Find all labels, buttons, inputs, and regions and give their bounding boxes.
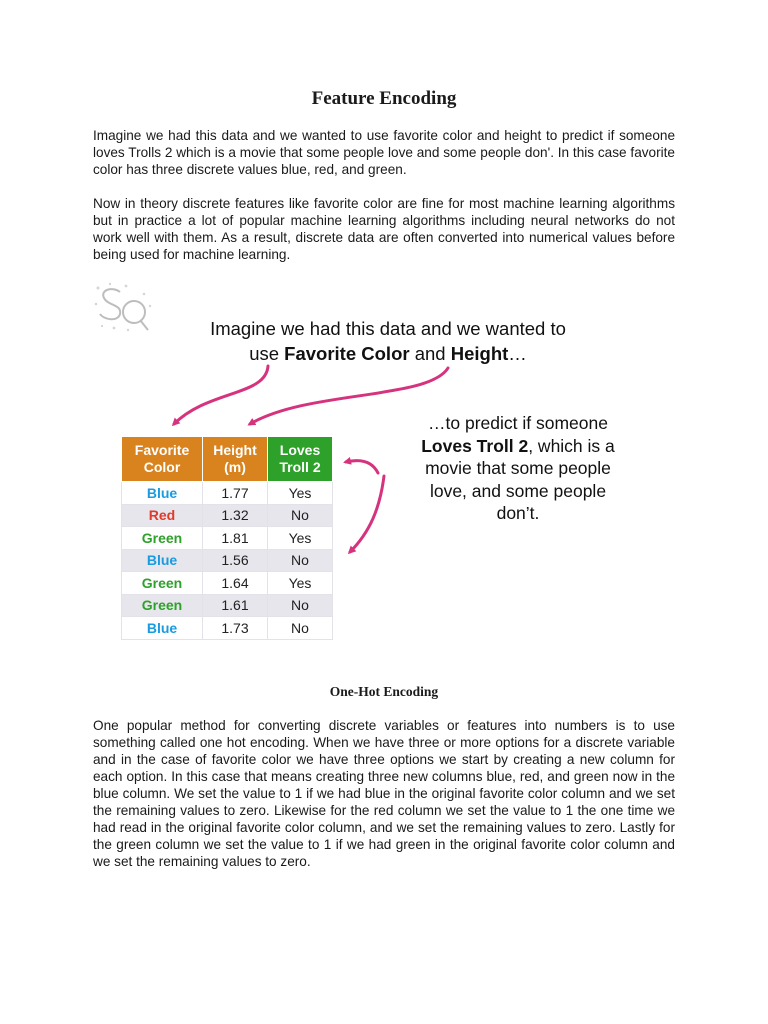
figure-caption-right: …to predict if someone Loves Troll 2, which is a movie that some people love, and some people don’t. (421, 413, 615, 523)
cell-loves-troll-2: Yes (268, 482, 333, 505)
section-subtitle: One-Hot Encoding (329, 684, 439, 699)
cell-favorite-color: Green (122, 594, 203, 617)
discrete-features-paragraph: Now in theory discrete features like favorite color are fine for most machine learning algorithms but in practice a lot of popular machine learning algorithms including neural networks do not work well with them. As a result, discrete data are often converted into numerical values before being used for machine learning. (93, 196, 675, 262)
cell-favorite-color: Red (122, 504, 203, 527)
cell-height: 1.56 (203, 549, 268, 572)
table-row (122, 549, 333, 572)
cell-height: 1.64 (203, 572, 268, 595)
cell-height: 1.77 (203, 482, 268, 505)
table-row (122, 572, 333, 595)
header-loves-troll-2: Loves Troll 2 (268, 437, 333, 482)
arrow-to-height (250, 368, 448, 424)
cell-loves-troll-2: Yes (268, 527, 333, 550)
cell-favorite-color: Blue (122, 617, 203, 640)
cell-loves-troll-2: No (268, 617, 333, 640)
header-favorite-color: Favorite Color (122, 437, 203, 482)
table-row (122, 617, 333, 640)
statquest-figure (88, 278, 688, 648)
intro-paragraph: Imagine we had this data and we wanted to use favorite color and height to predict if someone loves Trolls 2 which is a movie that some people love and some people don'. In this case favorite color has three discrete values blue, red, and green. (93, 128, 675, 177)
cell-height: 1.81 (203, 527, 268, 550)
cell-favorite-color: Green (122, 527, 203, 550)
cell-favorite-color: Blue (122, 549, 203, 572)
table-row (122, 504, 333, 527)
data-table (121, 436, 333, 640)
header-height: Height (m) (203, 437, 268, 482)
table-row (122, 527, 333, 550)
cell-loves-troll-2: Yes (268, 572, 333, 595)
figure-caption-top: Imagine we had this data and we wanted to use Favorite Color and Height… (210, 318, 566, 364)
one-hot-paragraph: One popular method for converting discrete variables or features into numbers is to use something called one hot encoding. When we have three or more options for a discrete variable and in the case of favorite color we have three options we start by creating a new column for each option. In this case that means creating three new columns blue, red, and green now in the blue column. We set the value to 1 if we had blue in the original favorite color column and we set the remaining values to zero. Likewise for the red column we set the value to 1 the one time we had read in the original favorite color column, and we set the remaining values to zero. Lastly for the green column we set the value to 1 if we had green in the original favorite color column and we set the remaining values to zero. (93, 718, 675, 869)
cell-height: 1.61 (203, 594, 268, 617)
arrow-to-loves-header (346, 461, 378, 473)
arrow-to-favorite-color (174, 366, 268, 424)
cell-favorite-color: Green (122, 572, 203, 595)
cell-favorite-color: Blue (122, 482, 203, 505)
table-row (122, 594, 333, 617)
table-row (122, 482, 333, 505)
cell-loves-troll-2: No (268, 504, 333, 527)
cell-loves-troll-2: No (268, 594, 333, 617)
arrow-to-loves-column (350, 476, 384, 552)
cell-loves-troll-2: No (268, 549, 333, 572)
cell-height: 1.32 (203, 504, 268, 527)
document-title: Feature Encoding (311, 88, 457, 109)
cell-height: 1.73 (203, 617, 268, 640)
